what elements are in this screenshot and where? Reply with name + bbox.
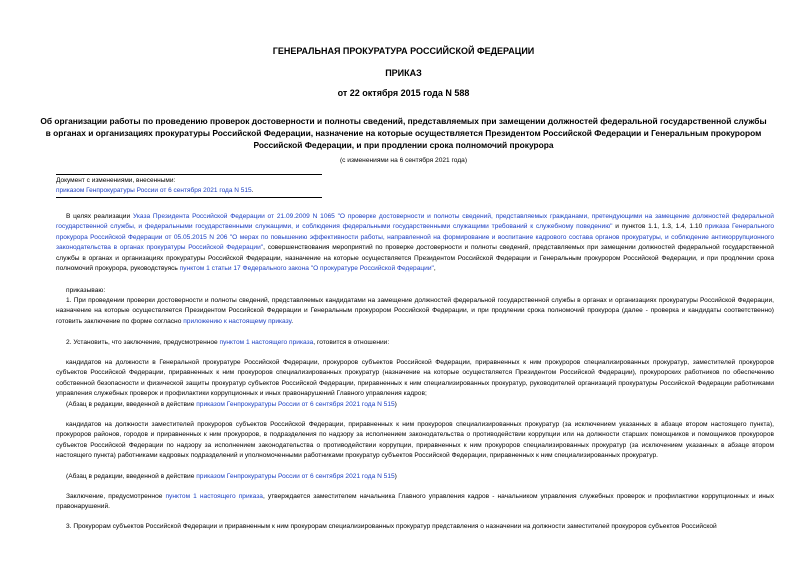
divider-bottom <box>56 197 322 198</box>
org-heading: ГЕНЕРАЛЬНАЯ ПРОКУРАТУРА РОССИЙСКОЙ ФЕДЕРАЦИИ <box>272 46 535 56</box>
paragraph-2-clause-1: кандидатов на должности в Генеральной прокуратуре Российской Федерации, прокуроров субъектов Российской Федерации, приравненных к ним прокуроров специализированных прокуратур, заместителей прокуроров субъектов Российской Федерации, приравненных к ним прокуроров специализированных прокуратур (назначение на которые осуществляется Президентом Российской Федерации), прокурорских работников по обеспечению собственной безопасности и физической защиты прокуратур субъектов Российской Федерации, приравненных к ним специализированных прокуратур, руководителей организаций прокуратуры Российской Федерации работниками управления служебных проверок и профилактики коррупционных и иных правонарушений Главного управления кадров; <box>56 359 774 398</box>
paragraph-2-clause-2: кандидатов на должности заместителей прокуроров субъектов Российской Федерации, приравненных к ним прокуроров специализированных прокуратур (за исключением указанных в абзаце втором настоящего пункта), прокуроров районов, городов и приравненных к ним прокуроров, в подразделения по надзору за исполнением законодательства о противодействии коррупции или на должности старших помощников и помощников прокуроров субъектов Российской Федерации по надзору за исполнением законодательства о противодействии коррупции, приравненных к ним прокуроров специализированных прокуратур (за исключением указанных в абзаце втором настоящего пункта) работниками кадровых подразделений и уполномоченными работниками прокуратур субъектов Российской Федерации, приравненных к ним специализированных прокуратур. <box>56 421 774 460</box>
paragraph-1: 1. При проведении проверки достоверности и полноты сведений, представляемых кандидатами на замещение должностей федеральной государственной службы в органах и организациях прокуратуры Российской Федерации, назначение на которые осуществляется Президентом Российской Федерации и Генеральным прокурором Российской Федерации, и при продлении срока полномочий прокурора (далее - проверка и кандидаты соответственно) готовить заключение по форме согласно приложению к настоящему приказу. <box>56 297 774 325</box>
law-link[interactable]: пунктом 1 статьи 17 Федерального закона "О прокуратуре Российской Федерации" <box>179 265 434 273</box>
doc-type-heading: ПРИКАЗ <box>385 68 422 78</box>
amendment-note-1: (Абзац в редакции, введенной в действие приказом Генпрокуратуры России от 6 сентября 2021 года N 515) <box>66 401 397 408</box>
paragraph-order: приказываю: <box>66 287 106 294</box>
document-title: Об организации работы по проведению проверок достоверности и полноты сведений, представляемых при замещении должностей федеральной государственной службы в органах и организациях прокуратуры Российской Федерации, назначение на которые осуществляется Президентом Российской Федерации и Генеральным прокурором Российской Федерации, и при продлении срока полномочий прокурора <box>40 116 767 151</box>
amendments-list <box>56 176 253 195</box>
appendix-link[interactable]: приложению к настоящему приказу <box>183 317 292 325</box>
paragraph-2-conclusion: Заключение, предусмотренное пунктом 1 настоящего приказа, утверждается заместителем начальника Главного управления кадров - начальником управления служебных проверок и профилактики коррупционных и иных правонарушений. <box>56 493 774 511</box>
point-1-link[interactable]: пунктом 1 настоящего приказа <box>219 339 314 346</box>
amendment-link[interactable]: приказом Генпрокуратуры России от 6 сентября 2021 года N 515 <box>56 186 252 194</box>
date-number-heading: от 22 октября 2015 года N 588 <box>337 88 470 98</box>
paragraph-3: 3. Прокурорам субъектов Российской Федерации и приравненным к ним прокурорам специализированных прокуратур представления о назначении на должности заместителей прокуроров субъектов Российской <box>66 523 717 530</box>
point-1-link-2[interactable]: пунктом 1 настоящего приказа <box>165 493 263 500</box>
divider-top <box>56 174 322 175</box>
changes-note: (с изменениями на 6 сентября 2021 года) <box>339 157 468 164</box>
decree-link[interactable]: Указа Президента Российской Федерации от 21.09.2009 N 1065 "О проверке достоверности и полноты сведений, представляемых гражданами, претендующими на замещение должностей федеральной государственной службы, и федеральными государственными служащими, и соблюдения федеральными государственными служащими требований к служебному поведению" <box>56 213 774 231</box>
amendments-entry: приказом Генпрокуратуры России от 6 сентября 2021 года N 515. <box>56 186 254 194</box>
paragraph-preamble: В целях реализации Указа Президента Российской Федерации от 21.09.2009 N 1065 "О проверке достоверности и полноты сведений, представляемых гражданами, претендующими на замещение должностей федеральной государственной службы, и федеральными государственными служащими, и соблюдения федеральными государственными служащими требований к служебному поведению" и пунктов 1.1, 1.3, 1.4, 1.10 приказа Генерального прокурора Российской Федерации от 05.05.2015 N 206 "О мерах по повышению эффективности работы, направленной на формирование и воспитание кадрового состава органов прокуратуры, и соблюдение антикоррупционного законодательства в органах прокуратуры Российской Федерации", совершенствования мероприятий по проверке достоверности и полноты сведений, представляемых при замещении должностей федеральной государственной службы в органах и организациях прокуратуры Российской Федерации, назначение на которые осуществляется Президентом Российской Федерации и Генеральным прокурором Российской Федерации, и при продлении срока полномочий прокурора, руководствуясь пунктом 1 статьи 17 Федерального закона "О прокуратуре Российской Федерации", <box>56 213 774 273</box>
amendment-note-link-1[interactable]: приказом Генпрокуратуры России от 6 сентября 2021 года N 515 <box>196 401 395 408</box>
order-206-link[interactable]: приказа Генерального прокурора Российской Федерации от 05.05.2015 N 206 "О мерах по повышению эффективности работы, направленной на формирование и воспитание кадрового состава органов прокуратуры, и соблюдение антикоррупционного законодательства в органах прокуратуры Российской Федерации" <box>56 223 774 252</box>
amendments-label: Документ с изменениями, внесенными: <box>56 177 176 184</box>
amendment-note-link-2[interactable]: приказом Генпрокуратуры России от 6 сентября 2021 года N 515 <box>196 473 395 480</box>
amendment-note-2: (Абзац в редакции, введенной в действие приказом Генпрокуратуры России от 6 сентября 2021 года N 515) <box>66 473 397 480</box>
paragraph-2: 2. Установить, что заключение, предусмотренное пунктом 1 настоящего приказа, готовится в отношении: <box>66 339 390 346</box>
